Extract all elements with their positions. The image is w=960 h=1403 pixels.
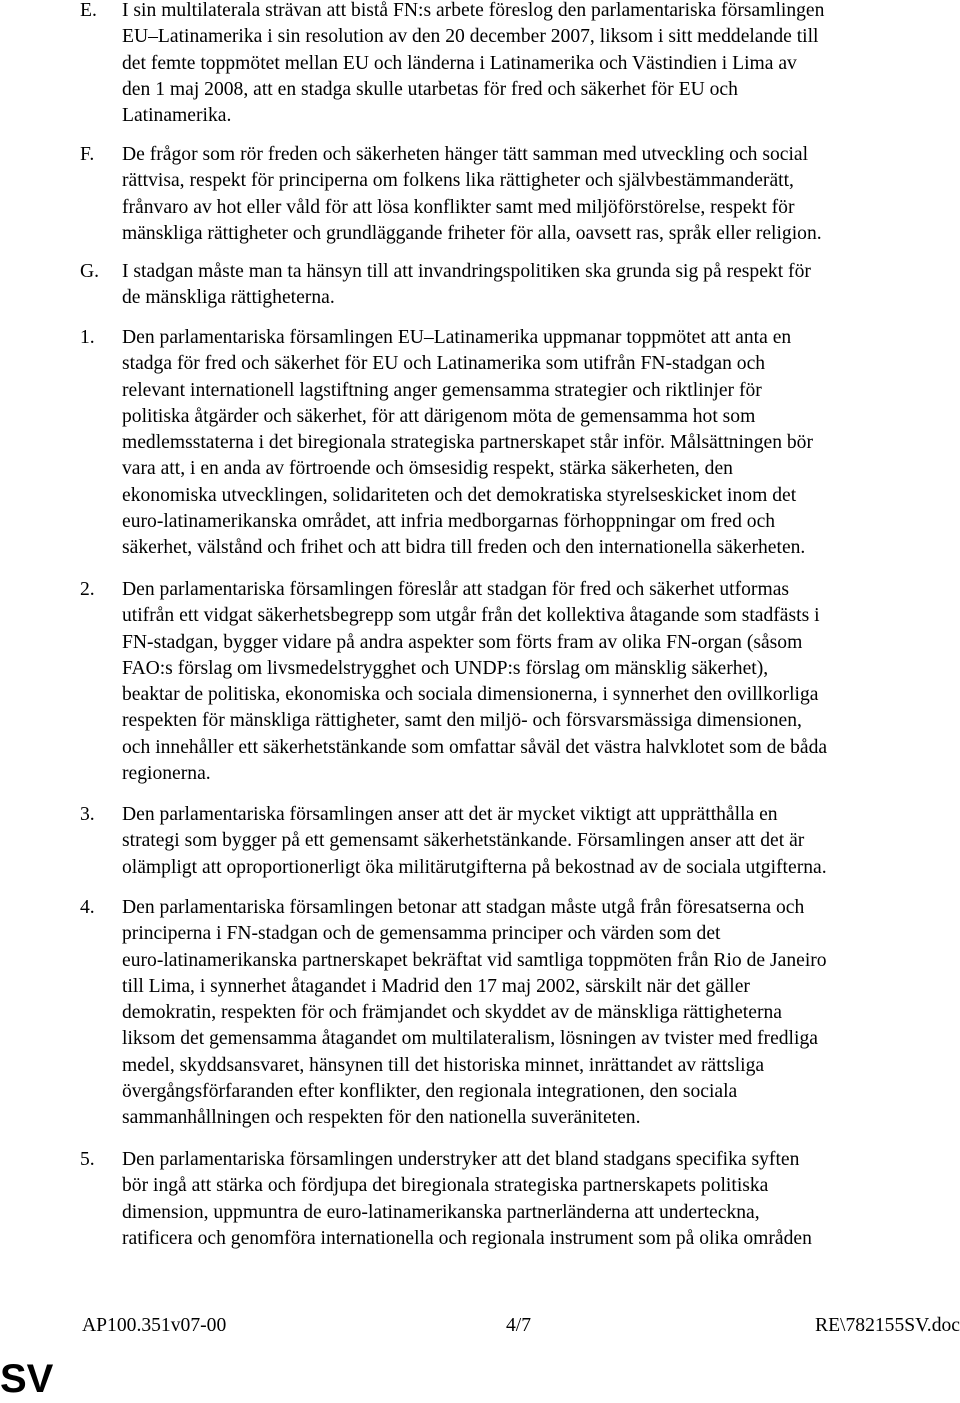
text-line: vara att, i en anda av förtroende och ömsesidig respekt, stärka säkerheten, den <box>122 458 733 480</box>
text-line: Den parlamentariska församlingen anser att det är mycket viktigt att upprätthålla en <box>122 804 778 825</box>
text-line: utifrån ett vidgat säkerhetsbegrepp som utgår från det kollektiva åtagande som stadfästs i <box>122 605 820 627</box>
text-line: euro-latinamerikanska partnerskapet bekräftat vid samtliga toppmöten från Rio de Janeiro <box>122 949 827 971</box>
text-line: medel, skyddsansvaret, hänsynen till det historiska minnet, inrättandet av rättsliga <box>122 1054 765 1076</box>
text-line: sammanhållningen och respekten för den nationella suveräniteten. <box>122 1107 641 1129</box>
paragraph-text <box>122 1147 960 1252</box>
text-line: bör ingå att stärka och fördjupa det biregionala strategiska partnerskapets politiska <box>122 1175 769 1197</box>
paragraph-label: 1. <box>80 327 95 348</box>
paragraph-text <box>122 577 960 787</box>
text-line: Den parlamentariska församlingen EU–Latinamerika uppmanar toppmötet att anta en <box>122 327 792 348</box>
paragraph-text <box>122 259 960 312</box>
paragraph-text <box>122 895 960 1132</box>
text-line: politiska åtgärder och säkerhet, för att därigenom möta de gemensamma hot som <box>122 405 756 427</box>
text-line: rättvisa, respekt för principerna om folkens lika rättigheter och självbestämmanderätt, <box>122 170 794 192</box>
text-line: Latinamerika. <box>122 105 232 127</box>
text-line: säkerhet, välstånd och frihet och att bidra till freden och den internationella säkerheten. <box>122 537 806 559</box>
text-line: och innehåller ett säkerhetstänkande som omfattar såväl det västra halvklotet som de båda <box>122 736 828 758</box>
text-line: Den parlamentariska församlingen föreslår att stadgan för fred och säkerhet utformas <box>122 579 790 600</box>
text-line: till Lima, i synnerhet åtagandet i Madrid den 17 maj 2002, särskilt när det gäller <box>122 975 750 997</box>
text-line: respekten för mänskliga rättigheter, samt den miljö- och försvarsmässiga dimensionen, <box>122 710 802 732</box>
page-number: 4/7 <box>506 1315 532 1336</box>
text-line: Den parlamentariska församlingen betonar att stadgan måste utgå från föresatserna och <box>122 897 805 918</box>
paragraph-text <box>122 325 960 562</box>
document-reference: AP100.351v07-00 <box>82 1315 227 1336</box>
text-line: olämpligt att oproportionerligt öka militärutgifterna på bekostnad av de sociala utgifterna. <box>122 856 827 878</box>
paragraph-label: 3. <box>80 804 95 825</box>
page-footer <box>0 1313 960 1339</box>
text-line: euro-latinamerikanska området, att infria medborgarnas förhoppningar om fred och <box>122 511 776 533</box>
text-line: I stadgan måste man ta hänsyn till att invandringspolitiken ska grunda sig på respekt för <box>122 261 811 282</box>
text-line: demokratin, respekten för och främjandet och skyddet av de mänskliga rättigheterna <box>122 1002 782 1024</box>
text-line: frånvaro av hot eller våld för att lösa konflikter samt med miljöförstörelse, respekt för <box>122 196 795 218</box>
paragraph-label: F. <box>80 144 95 165</box>
text-line: beaktar de politiska, ekonomiska och sociala dimensionerna, i synnerhet den ovillkorliga <box>122 684 819 706</box>
paragraph-label: E. <box>80 0 97 21</box>
paragraph-label: 5. <box>80 1149 95 1170</box>
text-line: liksom det gemensamma åtagandet om multilateralism, lösningen av tvister med fredliga <box>122 1028 818 1050</box>
text-line: dimension, uppmuntra de euro-latinamerikanska partnerländerna att underteckna, <box>122 1201 760 1223</box>
text-line: övergångsförfaranden efter konflikter, den regionala integrationen, den sociala <box>122 1081 738 1103</box>
text-line: FN-stadgan, bygger vidare på andra aspekter som förts fram av olika FN-organ (såsom <box>122 631 803 653</box>
text-line: medlemsstaterna i det biregionala strategiska partnerskapet står inför. Målsättningen bör <box>122 432 814 454</box>
file-reference: RE\782155SV.doc <box>815 1315 960 1336</box>
text-line: Den parlamentariska församlingen understryker att det bland stadgans specifika syften <box>122 1149 800 1170</box>
text-line: regionerna. <box>122 763 211 785</box>
text-line: I sin multilaterala strävan att bistå FN:s arbete föreslog den parlamentariska församlingen <box>122 0 825 21</box>
text-line: De frågor som rör freden och säkerheten hänger tätt samman med utveckling och social <box>122 144 809 165</box>
text-line: strategi som bygger på ett gemensamt säkerhetstänkande. Församlingen anser att det är <box>122 830 805 852</box>
paragraph-text <box>122 0 960 129</box>
text-line: relevant internationell lagstiftning anger gemensamma strategier och riktlinjer för <box>122 379 762 401</box>
text-line: ratificera och genomföra internationella och regionala instrument som på olika områden <box>122 1227 812 1249</box>
text-line: det femte toppmötet mellan EU och länderna i Latinamerika och Västindien i Lima av <box>122 52 797 74</box>
text-line: ekonomiska utvecklingen, solidariteten och det demokratiska styrelseskicket inom det <box>122 484 797 506</box>
text-line: stadga för fred och säkerhet för EU och Latinamerika som utifrån FN-stadgan och <box>122 353 766 375</box>
paragraph-label: 2. <box>80 579 95 600</box>
text-line: EU–Latinamerika i sin resolution av den 20 december 2007, liksom i sitt meddelande till <box>122 26 819 48</box>
paragraph-label: 4. <box>80 897 95 918</box>
text-line: de mänskliga rättigheterna. <box>122 287 335 309</box>
paragraph-text <box>122 802 960 881</box>
text-line: FAO:s förslag om livsmedelstrygghet och UNDP:s förslag om mänsklig säkerhet), <box>122 657 769 679</box>
language-code: SV <box>0 1357 54 1401</box>
text-line: principerna i FN-stadgan och de gemensamma principer och värden som det <box>122 923 721 945</box>
paragraph-text <box>122 142 960 247</box>
text-line: mänskliga rättigheter och grundläggande friheter för alla, oavsett ras, språk eller religion. <box>122 222 822 244</box>
paragraph-label: G. <box>80 261 100 282</box>
text-line: den 1 maj 2008, att en stadga skulle utarbetas för fred och säkerhet för EU och <box>122 78 738 100</box>
